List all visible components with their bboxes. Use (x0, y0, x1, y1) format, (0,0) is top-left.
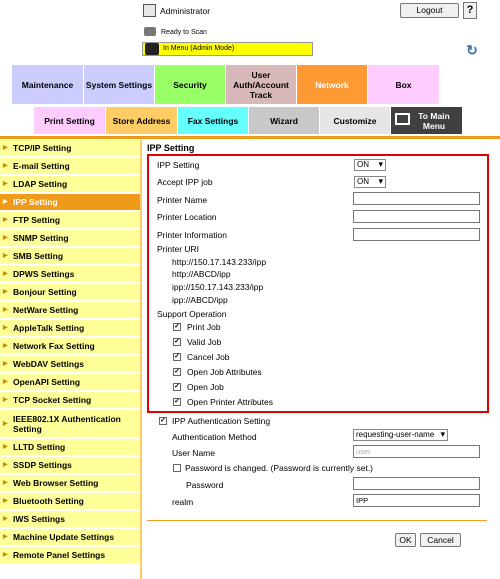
printer-info-label: Printer Information (157, 230, 227, 240)
logout-button[interactable]: Logout (400, 3, 459, 18)
accept-job-label: Accept IPP job (157, 177, 213, 187)
sidebar-item-machine-update[interactable]: ▶ Machine Update Settings (0, 529, 140, 546)
sidebar-item-openapi[interactable]: ▶ OpenAPI Setting (0, 374, 140, 391)
op-cancel-job-checkbox[interactable]: ✓ (174, 353, 180, 360)
help-button[interactable]: ? (463, 2, 477, 19)
tab-user-auth[interactable]: User Auth/Account Track (226, 65, 296, 104)
sidebar-item-remote-panel[interactable]: ▶ Remote Panel Settings (0, 547, 140, 564)
admin-user-icon (143, 4, 156, 17)
status-text: Ready to Scan (161, 29, 207, 36)
ipp-auth-label: IPP Authentication Setting (172, 416, 271, 426)
sidebar-item-ieee8021x[interactable]: ▶ IEEE802.1X Authentication Setting (0, 410, 140, 438)
auth-method-label: Authentication Method (172, 432, 257, 442)
sidebar-item-snmp[interactable]: ▶ SNMP Setting (0, 230, 140, 247)
op-open-job-attributes-checkbox[interactable]: ✓ (174, 368, 180, 375)
tab-wizard[interactable]: Wizard (249, 107, 319, 134)
main-menu-icon (395, 113, 410, 125)
password-label: Password (186, 480, 224, 490)
password-input[interactable] (353, 477, 480, 490)
sidebar-item-smb[interactable]: ▶ SMB Setting (0, 248, 140, 265)
ok-button[interactable]: OK (395, 533, 416, 547)
ipp-setting-select[interactable]: ON ▾ (354, 159, 386, 171)
uri-item: http://ABCD/ipp (172, 269, 231, 279)
header-divider (0, 136, 500, 139)
pw-changed-label: Password is changed. (Password is currently set.) (185, 463, 374, 473)
sidebar-border (140, 140, 142, 579)
op-open-job-label: Open Job (187, 382, 224, 392)
sidebar-item-webdav[interactable]: ▶ WebDAV Settings (0, 356, 140, 373)
sidebar-item-network-fax[interactable]: ▶ Network Fax Setting (0, 338, 140, 355)
tab-maintenance[interactable]: Maintenance (12, 65, 83, 104)
ipp-auth-checkbox[interactable]: ✓ (160, 417, 166, 424)
printer-name-label: Printer Name (157, 195, 208, 205)
sidebar-item-ldap[interactable]: ▶ LDAP Setting (0, 176, 140, 193)
op-open-job-checkbox[interactable]: ✓ (174, 383, 180, 390)
sidebar-item-netware[interactable]: ▶ NetWare Setting (0, 302, 140, 319)
sidebar-item-dpws[interactable]: ▶ DPWS Settings (0, 266, 140, 283)
scanner-icon (144, 27, 156, 36)
printer-location-label: Printer Location (157, 212, 217, 222)
sidebar-item-iws[interactable]: ▶ IWS Settings (0, 511, 140, 528)
uri-item: ipp://150.17.143.233/ipp (172, 282, 264, 292)
sidebar-item-tcp-socket[interactable]: ▶ TCP Socket Setting (0, 392, 140, 409)
sidebar-item-ipp[interactable]: ▶ IPP Setting (0, 194, 140, 211)
mode-text: In Menu (Admin Mode) (163, 45, 235, 52)
username-input[interactable]: user (353, 445, 480, 458)
sidebar-item-bluetooth[interactable]: ▶ Bluetooth Setting (0, 493, 140, 510)
printer-uri-label: Printer URI (157, 244, 200, 254)
op-print-job-label: Print Job (187, 322, 221, 332)
tab-print-setting[interactable]: Print Setting (34, 107, 105, 134)
tab-security[interactable]: Security (155, 65, 225, 104)
sidebar-item-bonjour[interactable]: ▶ Bonjour Setting (0, 284, 140, 301)
tab-fax-settings[interactable]: Fax Settings (178, 107, 248, 134)
sidebar-item-ftp[interactable]: ▶ FTP Setting (0, 212, 140, 229)
uri-item: http://150.17.143.233/ipp (172, 257, 267, 267)
sidebar-item-email[interactable]: ▶ E-mail Setting (0, 158, 140, 175)
tab-system-settings[interactable]: System Settings (84, 65, 154, 104)
ipp-setting-label: IPP Setting (157, 160, 200, 170)
mode-bar (142, 42, 313, 56)
tab-network[interactable]: Network (297, 65, 367, 104)
admin-mode-icon (145, 43, 159, 55)
op-open-printer-attributes-checkbox[interactable]: ✓ (174, 398, 180, 405)
realm-input[interactable]: IPP (353, 494, 480, 507)
tab-box[interactable]: Box (368, 65, 439, 104)
cancel-button[interactable]: Cancel (420, 533, 461, 547)
sidebar-item-appletalk[interactable]: ▶ AppleTalk Setting (0, 320, 140, 337)
support-operation-label: Support Operation (157, 309, 227, 319)
sidebar-item-web-browser[interactable]: ▶ Web Browser Setting (0, 475, 140, 492)
tab-store-address[interactable]: Store Address (106, 107, 177, 134)
printer-name-input[interactable] (353, 192, 480, 205)
username-label: User Name (172, 448, 215, 458)
op-open-printer-attributes-label: Open Printer Attributes (187, 397, 273, 407)
sidebar-item-tcpip[interactable]: ▶ TCP/IP Setting (0, 140, 140, 157)
printer-info-input[interactable] (353, 228, 480, 241)
op-cancel-job-label: Cancel Job (187, 352, 230, 362)
pw-changed-checkbox[interactable] (173, 464, 181, 472)
page-title: IPP Setting (147, 143, 195, 153)
op-valid-job-checkbox[interactable]: ✓ (174, 338, 180, 345)
tab-customize[interactable]: Customize (320, 107, 390, 134)
accept-job-select[interactable]: ON ▾ (354, 176, 386, 188)
refresh-icon[interactable]: ↻ (466, 42, 478, 58)
realm-label: realm (172, 497, 194, 507)
sidebar-item-lltd[interactable]: ▶ LLTD Setting (0, 439, 140, 456)
op-print-job-checkbox[interactable]: ✓ (174, 323, 180, 330)
uri-item: ipp://ABCD/ipp (172, 295, 228, 305)
auth-method-select[interactable]: requesting-user-name ▾ (353, 429, 448, 441)
op-open-job-attributes-label: Open Job Attributes (187, 367, 262, 377)
form-divider (147, 520, 487, 521)
op-valid-job-label: Valid Job (187, 337, 222, 347)
sidebar-item-ssdp[interactable]: ▶ SSDP Settings (0, 457, 140, 474)
printer-location-input[interactable] (353, 210, 480, 223)
admin-user-label: Administrator (160, 6, 211, 16)
tab-main-menu[interactable]: To Main Menu (391, 107, 462, 134)
